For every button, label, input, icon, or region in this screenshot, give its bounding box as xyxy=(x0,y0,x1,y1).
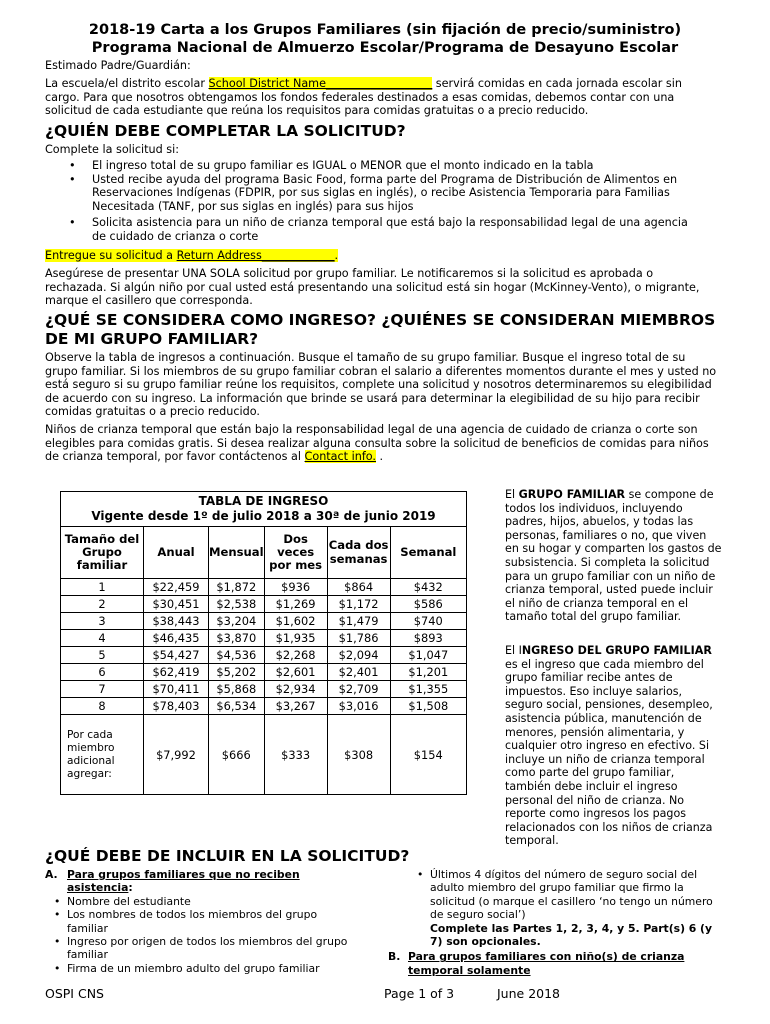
table-row xyxy=(61,596,467,613)
table-row xyxy=(61,681,467,698)
complete-if: Complete la solicitud si: xyxy=(45,143,179,156)
cell: $1,872 xyxy=(209,579,265,596)
cell: Por cada miembro adicional agregar: xyxy=(61,715,144,795)
cell: $1,786 xyxy=(327,630,390,647)
section-a-letter: A. xyxy=(45,868,58,881)
cell: 6 xyxy=(61,664,144,681)
cell: $666 xyxy=(209,715,265,795)
cell: 1 xyxy=(61,579,144,596)
submit-line xyxy=(45,249,338,263)
col-header: Dos veces por mes xyxy=(264,527,327,579)
cell: $4,536 xyxy=(209,647,265,664)
table-row xyxy=(61,630,467,647)
cell: $5,868 xyxy=(209,681,265,698)
cell: $432 xyxy=(390,579,466,596)
list-item: • Solicita asistencia para un niño de crianza temporal que está bajo la responsabilidad legal de una agencia de cuidado de crianza o corte xyxy=(45,216,700,243)
table-row xyxy=(61,664,467,681)
income-paragraph-1: Observe la tabla de ingresos a continuación. Busque el tamaño de su grupo familiar. Busque el ingreso total de su grupo familiar. Si los miembros de su grupo familiar cobran el salario a diferentes momentos durante el mes y usted no está seguro si su grupo familiar reúne los requisitos, complete una solicitud y nosotros determinaremos su elegibilidad de acuerdo con su ingreso. La información que brinde se usará para determinar la elegibilidad de su hijo para recibir comidas gratuitas o a precio reducido. xyxy=(45,351,717,419)
cell: $333 xyxy=(264,715,327,795)
cell: $46,435 xyxy=(144,630,209,647)
list-item: • Firma de un miembro adulto del grupo familiar xyxy=(45,962,355,975)
section-a-title: Para grupos familiares que no reciben asistencia xyxy=(67,868,300,895)
income-text-b: . xyxy=(375,450,384,464)
cell: $5,202 xyxy=(209,664,265,681)
cell: $62,419 xyxy=(144,664,209,681)
cell: $154 xyxy=(390,715,466,795)
contact-info-field[interactable]: Contact info. xyxy=(304,450,376,464)
footer-left: OSPI CNS xyxy=(45,986,104,1001)
section-a xyxy=(45,868,375,975)
cell: $30,451 xyxy=(144,596,209,613)
complete-parts: Complete las Partes 1, 2, 3, 4, y 5. Part(s) 6 (y 7) son opcionales. xyxy=(430,921,713,949)
cell: $586 xyxy=(390,596,466,613)
gf-text-a: El xyxy=(505,488,519,501)
table-subtitle: Vigente desde 1º de julio 2018 a 30ª de junio 2019 xyxy=(91,509,436,523)
cell: $3,016 xyxy=(327,698,390,715)
cell: $1,355 xyxy=(390,681,466,698)
one-application-paragraph: Asegúrese de presentar UNA SOLA solicitud por grupo familiar. Le notificaremos si la solicitud es aprobada o rechazada. Si algún niño por cual usted está presentando una solicitud está sin hogar (McKinney-Vento), o migrante, marque el casillero que corresponda. xyxy=(45,267,700,308)
cell: $308 xyxy=(327,715,390,795)
gf-bold: GRUPO FAMILIAR xyxy=(518,488,626,501)
footer-page-number: Page 1 of 3 xyxy=(384,986,455,1001)
who-bullet-list xyxy=(45,159,700,244)
salutation: Estimado Padre/Guardián: xyxy=(45,59,191,72)
submit-text: Entregue su solicitud a xyxy=(45,249,177,262)
table-row xyxy=(61,647,467,664)
cell: $22,459 xyxy=(144,579,209,596)
title-line-2: Programa Nacional de Almuerzo Escolar/Programa de Desayuno Escolar xyxy=(91,40,679,56)
cell: 8 xyxy=(61,698,144,715)
section-a-heading xyxy=(45,868,375,895)
section-a-colon: : xyxy=(128,881,133,895)
cell: $2,094 xyxy=(327,647,390,664)
cell: $1,172 xyxy=(327,596,390,613)
cell: $1,935 xyxy=(264,630,327,647)
gf-text-b: se compone de todos los individuos, incluyendo padres, hijos, abuelos, y todas las personas, familiares o no, que viven en su hogar y comparten los gastos de subsistencia. Si completa la solicitud para un grupo familiar con un niño de crianza temporal, usted puede incluir el niño de crianza temporal en el tamaño total del grupo familiar. xyxy=(505,488,722,624)
list-item: • Nombre del estudiante xyxy=(45,895,355,908)
cell: $864 xyxy=(327,579,390,596)
income-table xyxy=(60,491,467,795)
table-row xyxy=(61,579,467,596)
cell: $1,201 xyxy=(390,664,466,681)
intro-text-a: La escuela/el distrito escolar xyxy=(45,77,209,90)
list-item: • Últimos 4 dígitos del número de seguro social del adulto miembro del grupo familiar que firmo la solicitud (o marque el casillero ‘no tengo un número de seguro social’) xyxy=(408,868,723,922)
intro-text-b: servirá comidas en cada jornada escolar sin cargo. Para que nosotros obtengamos los fondos federales destinados a esas comidas, debemos contar con una solicitud de cada estudiante que reúna los requisitos para comidas gratuitas o a precio reducido. xyxy=(45,77,682,118)
cell: $38,443 xyxy=(144,613,209,630)
cell: $70,411 xyxy=(144,681,209,698)
cell: $2,934 xyxy=(264,681,327,698)
income-text-a: Niños de crianza temporal que están bajo la responsabilidad legal de una agencia de cuidado de crianza o corte son elegibles para comidas gratis. Si desea realizar alguna consulta sobre la solicitud de beneficios de comidas para niños de crianza temporal, por favor contáctenos al xyxy=(45,423,709,464)
cell: 5 xyxy=(61,647,144,664)
title-line-1: 2018-19 Carta a los Grupos Familiares (sin fijación de precio/suministro) xyxy=(88,22,682,38)
col-header: Cada dos semanas xyxy=(327,527,390,579)
table-title-cell xyxy=(61,492,467,527)
cell: $936 xyxy=(264,579,327,596)
table-row xyxy=(61,613,467,630)
list-item: • Usted recibe ayuda del programa Basic Food, forma parte del Programa de Distribución de Alimentos en Reservaciones Indígenas (FDPIR, por sus siglas en inglés), o recibe Asistencia Temporaria para Familias Necesitada (TANF, por sus siglas en inglés) para sus hijos xyxy=(45,173,700,214)
cell: 2 xyxy=(61,596,144,613)
col-header: Anual xyxy=(144,527,209,579)
section-b-letter: B. xyxy=(388,950,401,964)
cell: $1,269 xyxy=(264,596,327,613)
col-header: Semanal xyxy=(390,527,466,579)
cell: $54,427 xyxy=(144,647,209,664)
ing-text-b: es el ingreso que cada miembro del grupo familiar recibe antes de impuestos. Eso incluye salarios, seguro social, pensiones, desempleo, asistencia pública, manutención de menores, pensión alimentaria, y cualquier otro ingreso en efectivo. Si incluye un niño de crianza temporal como parte del grupo familiar, también debe incluir el ingreso personal del niño de crianza. No reporte como ingresos los pagos relacionados con los niños de crianza temporal. xyxy=(505,657,713,848)
table-row-additional xyxy=(61,715,467,795)
cell: $3,204 xyxy=(209,613,265,630)
table-title: TABLA DE INGRESO xyxy=(198,494,329,508)
cell: 4 xyxy=(61,630,144,647)
list-item: • El ingreso total de su grupo familiar es IGUAL o MENOR que el monto indicado en la tabla xyxy=(45,159,700,173)
col-header: Mensual xyxy=(209,527,265,579)
cell: $1,602 xyxy=(264,613,327,630)
cell: 3 xyxy=(61,613,144,630)
section-a-continued xyxy=(388,868,723,977)
cell: $2,709 xyxy=(327,681,390,698)
heading-who: ¿QUIÉN DEBE COMPLETAR LA SOLICITUD? xyxy=(45,122,406,140)
section-b-heading xyxy=(388,950,723,977)
household-definition xyxy=(505,488,723,624)
income-paragraph-2 xyxy=(45,423,720,464)
col-header: Tamaño del Grupo familiar xyxy=(61,527,144,579)
school-district-field[interactable]: School District Name___________________ xyxy=(208,77,433,90)
cell: $893 xyxy=(390,630,466,647)
cell: 7 xyxy=(61,681,144,698)
heading-income: ¿QUÉ SE CONSIDERA COMO INGRESO? ¿QUIÉNES SE CONSIDERAN MIEMBROS DE MI GRUPO FAMILIAR? xyxy=(45,311,716,348)
cell: $2,538 xyxy=(209,596,265,613)
cell: $7,992 xyxy=(144,715,209,795)
household-income-definition xyxy=(505,644,723,848)
ing-text-a: El I xyxy=(505,644,522,657)
cell: $3,870 xyxy=(209,630,265,647)
cell: $1,508 xyxy=(390,698,466,715)
intro-paragraph xyxy=(45,77,715,118)
list-item: • Ingreso por origen de todos los miembros del grupo familiar xyxy=(45,935,355,962)
table-row xyxy=(61,698,467,715)
submit-period: . xyxy=(334,249,339,262)
heading-include: ¿QUÉ DEBE DE INCLUIR EN LA SOLICITUD? xyxy=(45,847,410,865)
cell: $2,401 xyxy=(327,664,390,681)
cell: $2,268 xyxy=(264,647,327,664)
cell: $2,601 xyxy=(264,664,327,681)
cell: $3,267 xyxy=(264,698,327,715)
cell: $6,534 xyxy=(209,698,265,715)
footer-date: June 2018 xyxy=(497,986,561,1001)
cell: $1,479 xyxy=(327,613,390,630)
ing-bold: NGRESO DEL GRUPO FAMILIAR xyxy=(521,644,712,657)
cell: $1,047 xyxy=(390,647,466,664)
section-b-title: Para grupos familiares con niño(s) de crianza temporal solamente xyxy=(408,950,685,977)
list-item: • Los nombres de todos los miembros del grupo familiar xyxy=(45,908,355,935)
return-address-field[interactable]: Return Address_____________ xyxy=(176,249,335,262)
cell: $740 xyxy=(390,613,466,630)
cell: $78,403 xyxy=(144,698,209,715)
